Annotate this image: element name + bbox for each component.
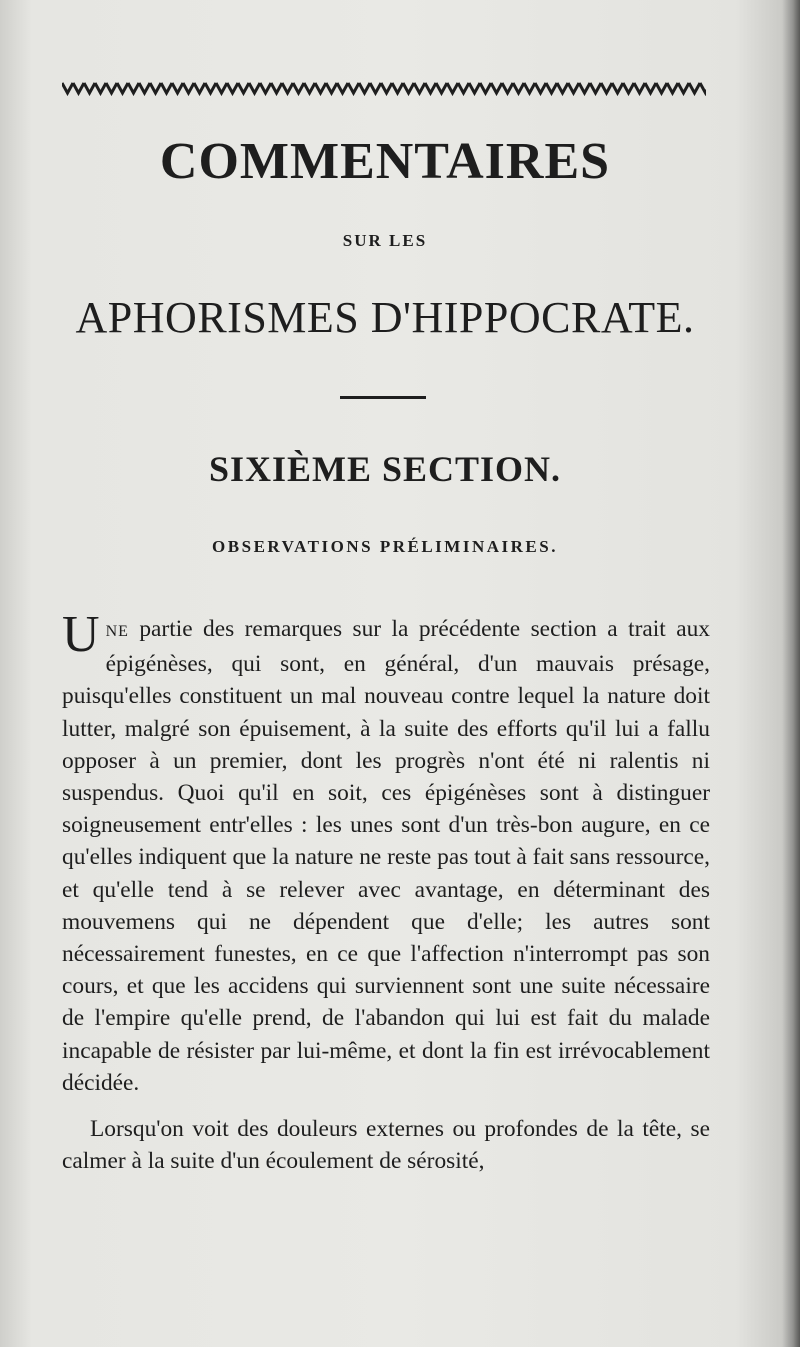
drop-cap: U: [62, 606, 100, 663]
book-subtitle: APHORISMES D'HIPPOCRATE.: [75, 293, 695, 342]
section-title: SIXIÈME SECTION.: [208, 449, 562, 489]
paragraph-1-text: partie des remarques sur la précédente section a trait aux épigénèses, qui sont, en général, d'un mauvais présage, puisqu'elles constituent un mal nouveau contre lequel la nature doit lutter, malgré son épuisement, à la suite des efforts qu'il lui a fallu opposer à un premier, dont les progrès n'ont été ni ralentis ni suspendus. Quoi qu'il en soit, ces épigénèses sont à distinguer soigneusement entr'elles : les unes sont d'un très-bon augure, en ce qu'elles indiquent que la nature ne reste pas tout à fait sans ressource, et qu'elle tend à se relever avec avantage, en déterminant des mouvemens qui ne dépendent que d'elle; les autres sont nécessairement funestes, en ce que l'affection n'interrompt pas son cours, et que les accidens qui surviennent sont une suite nécessaire de l'empire qu'elle prend, de l'abandon qui lui est fait du malade incapable de résister par lui-même, et dont la fin est irrévocablement décidée.: [62, 616, 710, 1096]
paragraph-2: Lorsqu'on voit des douleurs externes ou profondes de la tête, se calmer à la suite d'un écoulement de sérosité,: [62, 1116, 710, 1175]
page-edge-shadow: [782, 0, 800, 1347]
body-text: [62, 606, 710, 1177]
paragraph-1: [62, 606, 710, 1099]
section-heading: OBSERVATIONS PRÉLIMINAIRES.: [212, 537, 558, 556]
divider-rule: [340, 396, 426, 399]
small-caps-lead: NE: [105, 623, 129, 640]
book-title: COMMENTAIRES: [159, 133, 611, 190]
ornament-border: [62, 80, 706, 96]
title-connector: SUR LES: [342, 231, 428, 250]
